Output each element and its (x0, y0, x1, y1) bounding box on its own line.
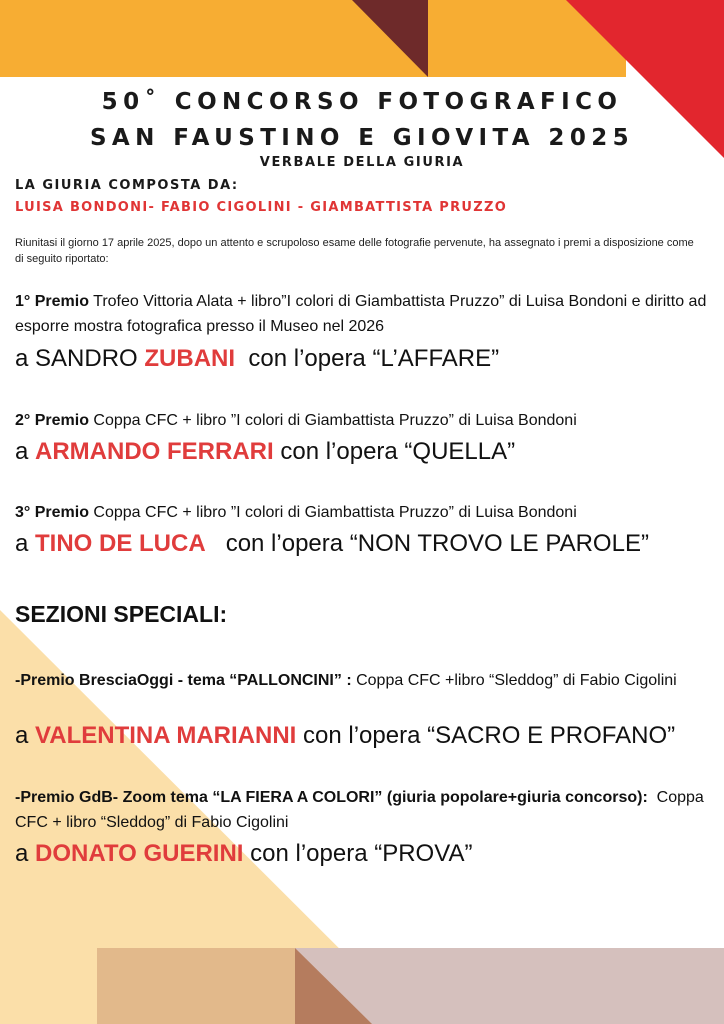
jury-label: LA GIURIA COMPOSTA DA: (15, 178, 239, 193)
prize-2-title: 2° Premio (15, 412, 89, 429)
prize-1-winner-name: ZUBANI (144, 345, 236, 372)
title-line-1: 50˚ CONCORSO FOTOGRAFICO (101, 89, 623, 115)
prize-1-prefix: a SANDRO (15, 345, 145, 372)
prize-2-winner (15, 438, 515, 466)
special-2-description (15, 785, 715, 835)
prize-2-winner-name: ARMANDO FERRARI (35, 438, 274, 465)
document-subtitle: VERBALE DELLA GIURIA (259, 155, 465, 170)
prize-1-description (15, 289, 715, 339)
prize-3-text: Coppa CFC + libro ”I colori di Giambattista Pruzzo” di Luisa Bondoni (88, 504, 577, 521)
prize-3-winner-name: TINO DE LUCA (35, 530, 206, 557)
jury-names: LUISA BONDONI- FABIO CIGOLINI - GIAMBATTISTA PRUZZO (15, 200, 508, 215)
prize-3-title: 3° Premio (15, 504, 89, 521)
special-1-work: con l’opera “SACRO E PROFANO” (296, 722, 676, 749)
prize-3-winner (15, 530, 649, 558)
special-1-text: Coppa CFC +libro “Sleddog” di Fabio Cigolini (351, 672, 677, 689)
special-1-winner (15, 722, 675, 750)
special-2-winner-name: DONATO GUERINI (35, 840, 244, 867)
prize-1-title: 1° Premio (15, 293, 89, 310)
prize-3-prefix: a (15, 530, 36, 557)
prize-1-text: Trofeo Vittoria Alata + libro”I colori di Giambattista Pruzzo” di Luisa Bondoni e diritto ad esporre mostra fotografica presso il Museo nel 2026 (15, 293, 707, 335)
special-2-work: con l’opera “PROVA” (243, 840, 473, 867)
prize-3-work: con l’opera “NON TROVO LE PAROLE” (205, 530, 649, 557)
prize-2-description (15, 408, 715, 433)
special-1-description (15, 668, 715, 693)
prize-1-winner (15, 345, 499, 373)
prize-1-work: con l’opera “L’AFFARE” (235, 345, 500, 372)
special-2-text: Coppa CFC + libro “Sleddog” di Fabio Cigolini (15, 789, 709, 831)
special-sections-heading: SEZIONI SPECIALI: (15, 601, 228, 627)
title-line-2: SAN FAUSTINO E GIOVITA 2025 (89, 125, 635, 151)
special-1-prefix: a (15, 722, 36, 749)
special-2-prefix: a (15, 840, 36, 867)
special-2-title: -Premio GdB- Zoom tema “LA FIERA A COLORI” (giuria popolare+giuria concorso): (15, 789, 648, 806)
intro-paragraph: Riunitasi il giorno 17 aprile 2025, dopo un attento e scrupoloso esame delle fotografie pervenute, ha assegnato i premi a disposizione come di seguito riportato: (15, 237, 694, 265)
special-1-winner-name: VALENTINA MARIANNI (35, 722, 297, 749)
prize-2-work: con l’opera “QUELLA” (273, 438, 516, 465)
prize-2-prefix: a (15, 438, 36, 465)
prize-3-description (15, 500, 715, 525)
prize-2-text: Coppa CFC + libro ”I colori di Giambattista Pruzzo” di Luisa Bondoni (88, 412, 577, 429)
special-2-winner (15, 840, 472, 868)
special-1-title: -Premio BresciaOggi - tema “PALLONCINI” : (15, 672, 352, 689)
